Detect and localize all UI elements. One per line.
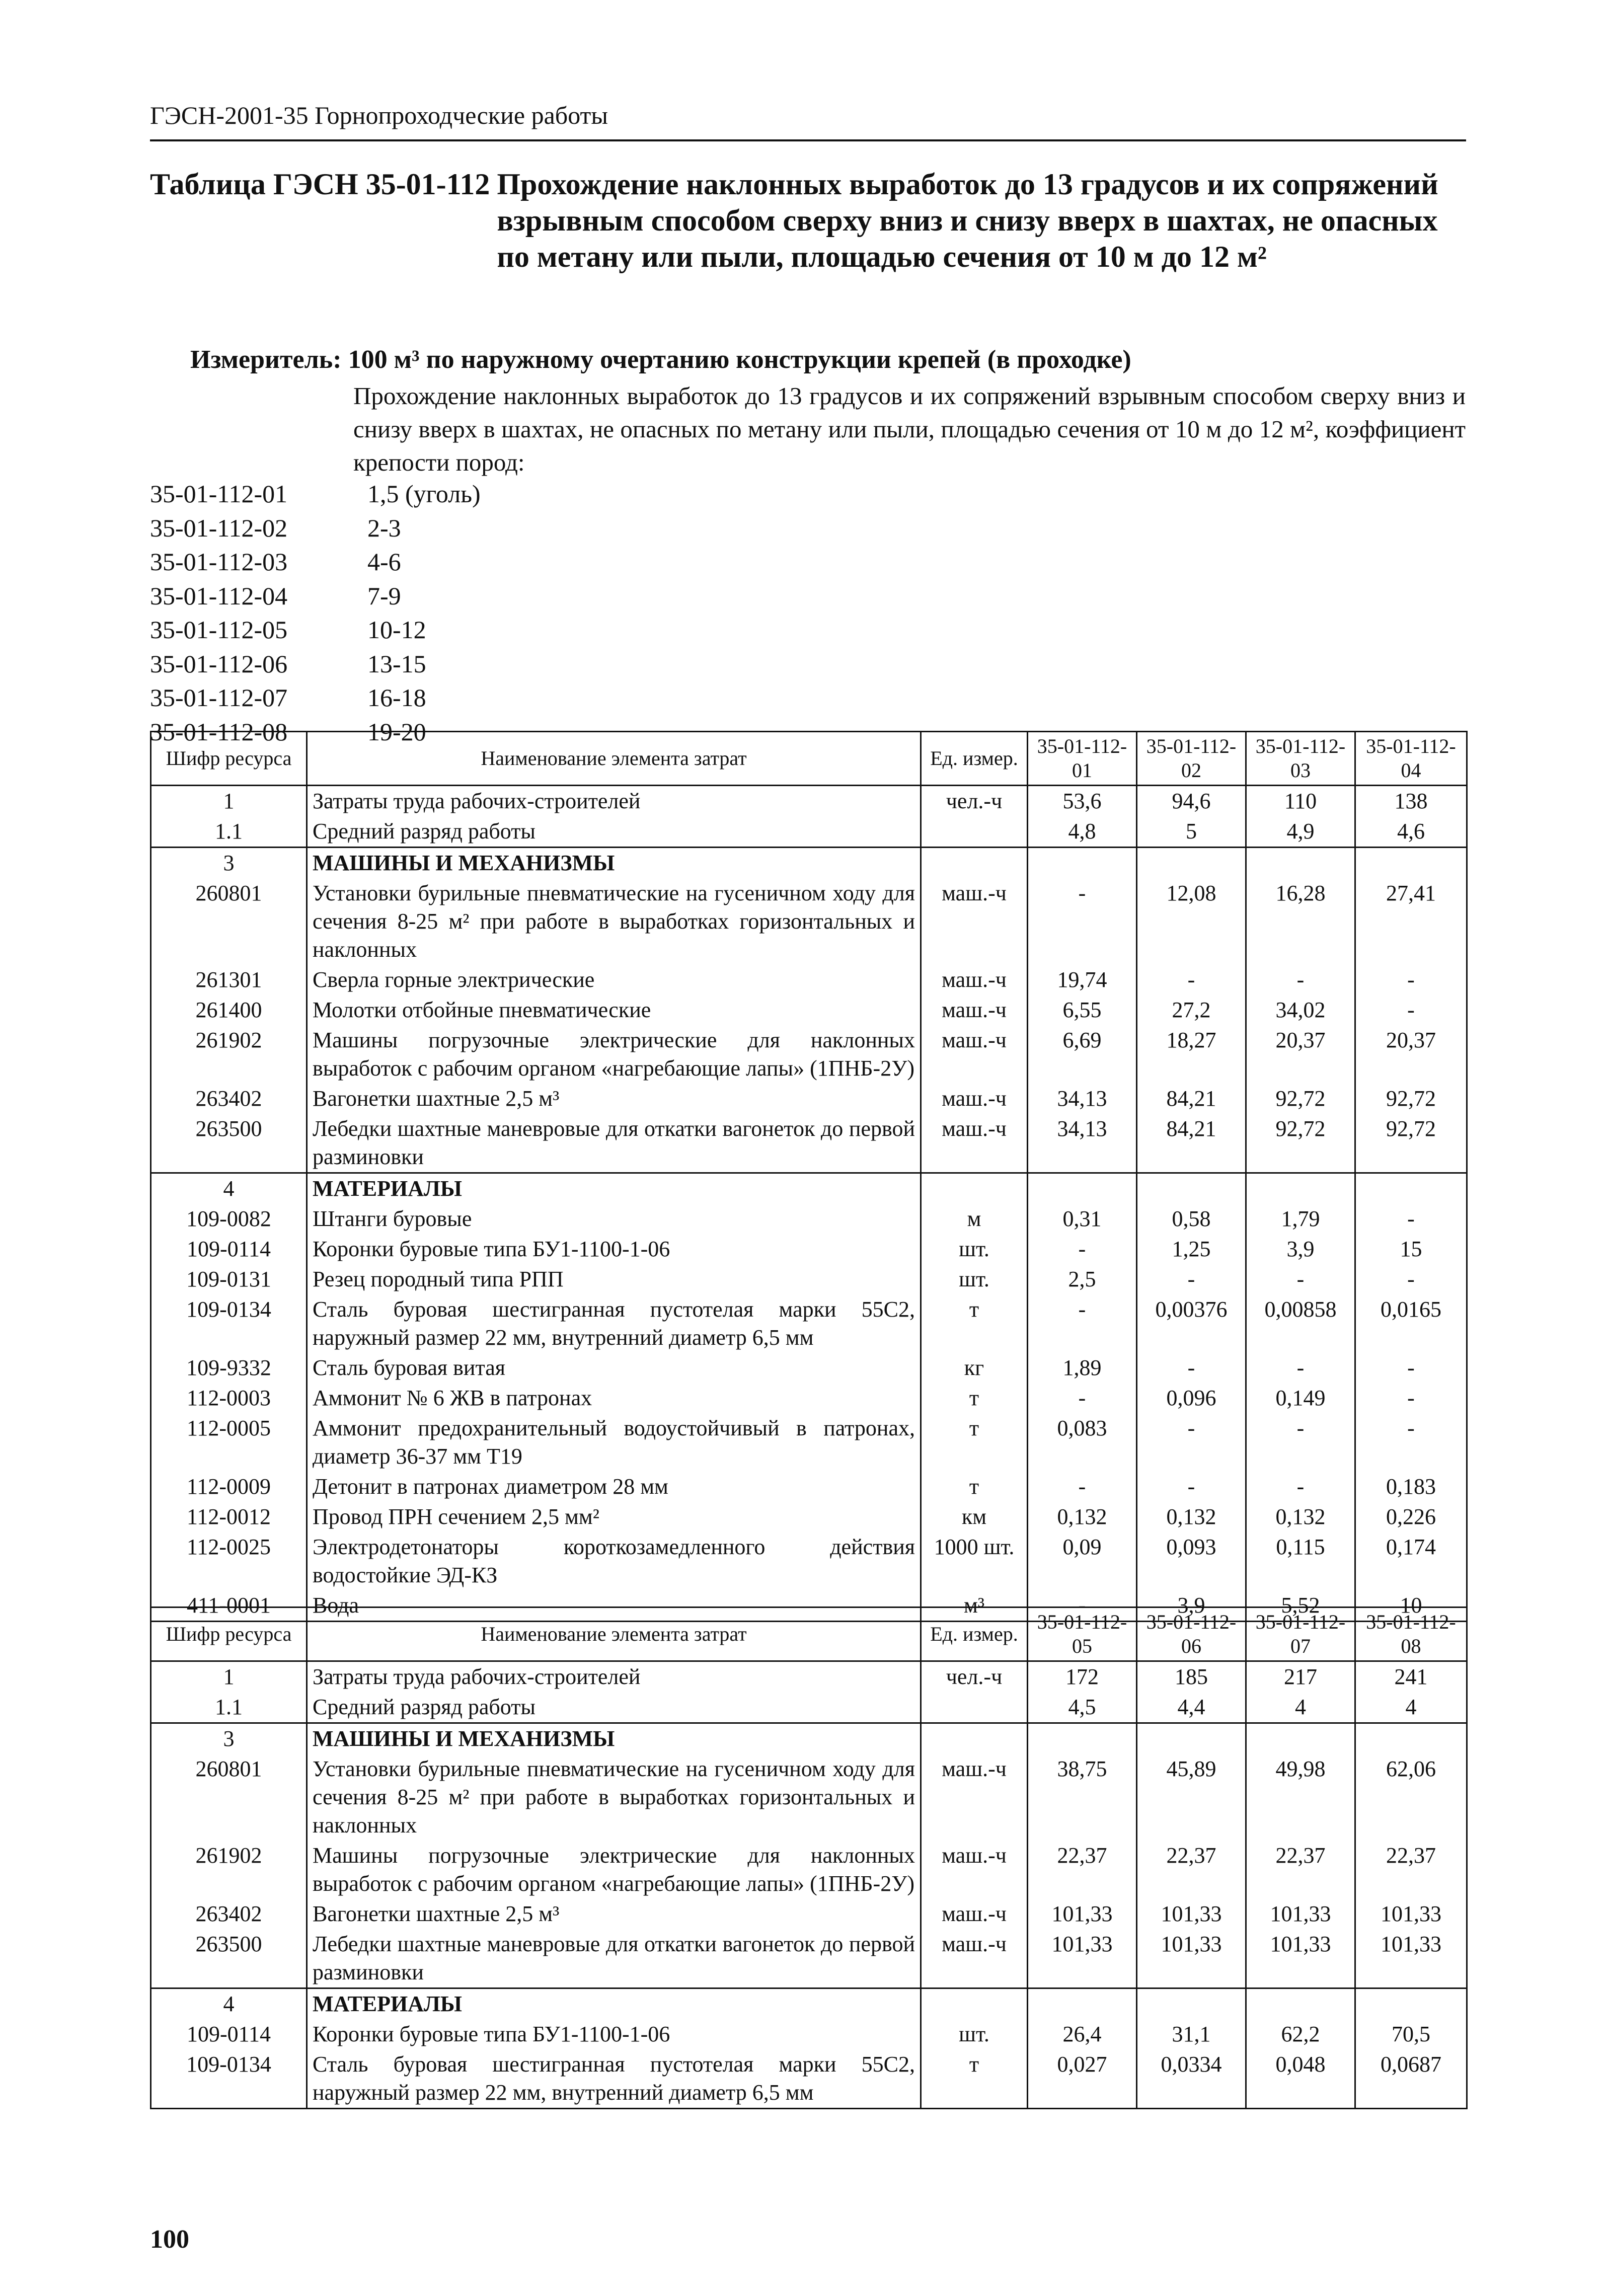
norm-value: 62,06 xyxy=(1355,1754,1467,1841)
cost-element-name: Сталь буровая шестигранная пустотелая марки 55С2, наружный размер 22 мм, внутренний диаметр 6,5 мм xyxy=(307,1294,921,1353)
norm-code: 35-01-112-01 xyxy=(150,480,288,508)
norm-code: 35-01-112-03 xyxy=(150,548,288,576)
norm-value: 241 xyxy=(1355,1661,1467,1693)
norm-value: 5 xyxy=(1137,816,1246,848)
norm-value: 22,37 xyxy=(1355,1841,1467,1899)
section-row xyxy=(151,1173,1467,1204)
norm-value: 62,2 xyxy=(1246,2019,1355,2049)
cost-element-name: Резец породный типа РПП xyxy=(307,1264,921,1294)
norm-value: 94,6 xyxy=(1137,786,1246,817)
table-row xyxy=(151,1841,1467,1899)
norm-value: 1,79 xyxy=(1246,1204,1355,1234)
norm-value: 0,132 xyxy=(1137,1502,1246,1532)
cost-element-name: Электродетонаторы короткозамедленного действия водостойкие ЭД-КЗ xyxy=(307,1532,921,1590)
norm-value: 0,0334 xyxy=(1137,2049,1246,2109)
norm-value: 84,21 xyxy=(1137,1084,1246,1114)
cost-element-name: Сталь буровая витая xyxy=(307,1353,921,1383)
resource-code: 261902 xyxy=(151,1025,307,1084)
unit: маш.-ч xyxy=(921,1754,1028,1841)
norm-code: 35-01-112-04 xyxy=(150,581,288,610)
cost-element-name: Коронки буровые типа БУ1-1100-1-06 xyxy=(307,1234,921,1264)
table-header-row xyxy=(151,732,1467,786)
norm-value xyxy=(1355,1173,1467,1204)
code-list-item xyxy=(150,579,481,614)
norm-value: 38,75 xyxy=(1028,1754,1137,1841)
cost-element-name: Штанги буровые xyxy=(307,1204,921,1234)
norm-value: - xyxy=(1028,878,1137,965)
norm-value: 0,00858 xyxy=(1246,1294,1355,1353)
table-row xyxy=(151,1532,1467,1590)
table-row xyxy=(151,1754,1467,1841)
norm-value: 0,096 xyxy=(1137,1383,1246,1413)
section-row xyxy=(151,848,1467,879)
header-norm-col: 35-01-112-06 xyxy=(1137,1608,1246,1661)
norm-value: 5,52 xyxy=(1246,1590,1355,1622)
norm-value: 92,72 xyxy=(1355,1114,1467,1173)
norm-code: 35-01-112-02 xyxy=(150,513,288,542)
norm-value: - xyxy=(1137,1413,1246,1472)
code-list-item xyxy=(150,613,481,647)
norm-value: - xyxy=(1246,1264,1355,1294)
table-row xyxy=(151,1114,1467,1173)
resource-code: 109-0134 xyxy=(151,1294,307,1353)
norm-value xyxy=(1028,848,1137,879)
norm-table-2 xyxy=(150,1606,1468,2109)
unit: чел.-ч xyxy=(921,786,1028,817)
resource-code: 112-0003 xyxy=(151,1383,307,1413)
norm-value xyxy=(1137,1988,1246,2020)
unit: т xyxy=(921,1383,1028,1413)
header-rule xyxy=(150,139,1466,141)
norm-value: 4,9 xyxy=(1246,816,1355,848)
resource-code: 4 xyxy=(151,1988,307,2020)
norm-value: 27,2 xyxy=(1137,995,1246,1025)
unit xyxy=(921,848,1028,879)
unit: маш.-ч xyxy=(921,1841,1028,1899)
unit: маш.-ч xyxy=(921,1929,1028,1988)
code-list-item xyxy=(150,647,481,681)
unit: маш.-ч xyxy=(921,1899,1028,1929)
norm-value: 22,37 xyxy=(1137,1841,1246,1899)
norm-value: - xyxy=(1028,1234,1137,1264)
code-list-item xyxy=(150,511,481,546)
table-row xyxy=(151,1204,1467,1234)
norm-value xyxy=(1246,1173,1355,1204)
norm-value: 0,083 xyxy=(1028,1413,1137,1472)
norm-value: 27,41 xyxy=(1355,878,1467,965)
norm-value: 18,27 xyxy=(1137,1025,1246,1084)
norm-value: 172 xyxy=(1028,1661,1137,1693)
norm-value: - xyxy=(1246,1472,1355,1502)
header-norm-col: 35-01-112-02 xyxy=(1137,732,1246,786)
table-row xyxy=(151,2049,1467,2109)
norm-value: 6,69 xyxy=(1028,1025,1137,1084)
norm-code: 35-01-112-05 xyxy=(150,616,288,644)
norm-value: 4 xyxy=(1355,1692,1467,1723)
table-row xyxy=(151,1472,1467,1502)
norm-code: 35-01-112-06 xyxy=(150,649,288,678)
norm-value xyxy=(1355,848,1467,879)
resource-code: 1.1 xyxy=(151,1692,307,1723)
norm-value: 0,048 xyxy=(1246,2049,1355,2109)
rock-hardness: 13-15 xyxy=(367,649,426,678)
norm-value: 0,115 xyxy=(1246,1532,1355,1590)
cost-element-name: Аммонит предохранительный водоустойчивый в патронах, диаметр 36-37 мм Т19 xyxy=(307,1413,921,1472)
table-title xyxy=(150,166,1469,275)
norm-value: 0,027 xyxy=(1028,2049,1137,2109)
norm-value: 101,33 xyxy=(1137,1929,1246,1988)
resource-code: 3 xyxy=(151,1723,307,1754)
norm-value: 10 xyxy=(1355,1590,1467,1622)
header-code: Шифр ресурса xyxy=(151,1608,307,1661)
norm-value: 6,55 xyxy=(1028,995,1137,1025)
header-code: Шифр ресурса xyxy=(151,732,307,786)
section-row xyxy=(151,1988,1467,2020)
cost-element-name: Вагонетки шахтные 2,5 м³ xyxy=(307,1084,921,1114)
unit: шт. xyxy=(921,1264,1028,1294)
table-row xyxy=(151,816,1467,848)
norm-value: 84,21 xyxy=(1137,1114,1246,1173)
header-unit: Ед. измер. xyxy=(921,732,1028,786)
unit: км xyxy=(921,1502,1028,1532)
norm-value: 92,72 xyxy=(1246,1114,1355,1173)
table-row xyxy=(151,1264,1467,1294)
intro-text: Прохождение наклонных выработок до 13 градусов и их сопряжений взрывным способом сверху вниз и снизу вверх в шахтах, не опасных по метану или пыли, площадью сечения от 10 м до 12 м², коэффициент крепости пород: xyxy=(353,382,1466,476)
norm-value: 101,33 xyxy=(1028,1929,1137,1988)
norm-value: 3,9 xyxy=(1137,1590,1246,1622)
norm-code: 35-01-112-07 xyxy=(150,683,288,712)
norm-value: - xyxy=(1355,1353,1467,1383)
resource-code: 112-0009 xyxy=(151,1472,307,1502)
resource-code: 260801 xyxy=(151,1754,307,1841)
unit xyxy=(921,1723,1028,1754)
norm-value: 1,25 xyxy=(1137,1234,1246,1264)
norm-value xyxy=(1137,848,1246,879)
unit xyxy=(921,1692,1028,1723)
table-row xyxy=(151,1661,1467,1693)
cost-element-name: Аммонит № 6 ЖВ в патронах xyxy=(307,1383,921,1413)
unit: маш.-ч xyxy=(921,1084,1028,1114)
norm-value: 49,98 xyxy=(1246,1754,1355,1841)
unit: т xyxy=(921,1413,1028,1472)
cost-element-name: Провод ПРН сечением 2,5 мм² xyxy=(307,1502,921,1532)
norm-value: 101,33 xyxy=(1355,1929,1467,1988)
unit: маш.-ч xyxy=(921,965,1028,995)
norm-value: 101,33 xyxy=(1028,1899,1137,1929)
resource-code: 3 xyxy=(151,848,307,879)
norm-value: 70,5 xyxy=(1355,2019,1467,2049)
cost-element-name: Вагонетки шахтные 2,5 м³ xyxy=(307,1899,921,1929)
norm-value: 0,149 xyxy=(1246,1383,1355,1413)
norm-value: 4 xyxy=(1246,1692,1355,1723)
norm-value: 101,33 xyxy=(1246,1899,1355,1929)
unit: шт. xyxy=(921,1234,1028,1264)
cost-element-name: Затраты труда рабочих-строителей xyxy=(307,786,921,817)
table-row xyxy=(151,1294,1467,1353)
resource-code: 1 xyxy=(151,786,307,817)
cost-element-name: Сталь буровая шестигранная пустотелая марки 55С2, наружный размер 22 мм, внутренний диаметр 6,5 мм xyxy=(307,2049,921,2109)
resource-code: 263500 xyxy=(151,1929,307,1988)
norm-value: 101,33 xyxy=(1137,1899,1246,1929)
norm-value: 53,6 xyxy=(1028,786,1137,817)
norm-value: 0,0165 xyxy=(1355,1294,1467,1353)
cost-element-name: Средний разряд работы xyxy=(307,1692,921,1723)
cost-element-name: Установки бурильные пневматические на гусеничном ходу для сечения 8-25 м² при работе в выработках горизонтальных и наклонных xyxy=(307,1754,921,1841)
cost-element-name: Установки бурильные пневматические на гусеничном ходу для сечения 8-25 м² при работе в выработках горизонтальных и наклонных xyxy=(307,878,921,965)
resource-code: 261400 xyxy=(151,995,307,1025)
norm-value: - xyxy=(1028,1294,1137,1353)
norm-value: - xyxy=(1137,1264,1246,1294)
norm-value: 0,09 xyxy=(1028,1532,1137,1590)
code-list-item xyxy=(150,545,481,579)
cost-element-name: Коронки буровые типа БУ1-1100-1-06 xyxy=(307,2019,921,2049)
cost-element-name: МАШИНЫ И МЕХАНИЗМЫ xyxy=(307,1723,921,1754)
norm-value: 0,31 xyxy=(1028,1204,1137,1234)
resource-code: 1 xyxy=(151,1661,307,1693)
norm-value: 0,132 xyxy=(1246,1502,1355,1532)
norm-value: 2,5 xyxy=(1028,1264,1137,1294)
header-name: Наименование элемента затрат xyxy=(307,732,921,786)
norm-value: 0,00376 xyxy=(1137,1294,1246,1353)
resource-code: 109-0114 xyxy=(151,1234,307,1264)
norm-value: 4,5 xyxy=(1028,1692,1137,1723)
table-row xyxy=(151,1692,1467,1723)
resource-code: 260801 xyxy=(151,878,307,965)
norm-value: 101,33 xyxy=(1355,1899,1467,1929)
resource-code: 263402 xyxy=(151,1899,307,1929)
norm-value xyxy=(1028,1988,1137,2020)
cost-element-name: Машины погрузочные электрические для наклонных выработок с рабочим органом «нагребающие лапы» (1ПНБ-2У) xyxy=(307,1841,921,1899)
norm-value: 185 xyxy=(1137,1661,1246,1693)
cost-element-name: Детонит в патронах диаметром 28 мм xyxy=(307,1472,921,1502)
resource-code: 109-0114 xyxy=(151,2019,307,2049)
running-head: ГЭСН-2001-35 Горнопроходческие работы xyxy=(150,101,608,129)
resource-code: 112-0005 xyxy=(151,1413,307,1472)
cost-element-name: Средний разряд работы xyxy=(307,816,921,848)
resource-code: 112-0025 xyxy=(151,1532,307,1590)
table-row xyxy=(151,1353,1467,1383)
norm-value: 26,4 xyxy=(1028,2019,1137,2049)
resource-code: 263500 xyxy=(151,1114,307,1173)
norm-value xyxy=(1355,1988,1467,2020)
norm-value: 110 xyxy=(1246,786,1355,817)
norm-table-1 xyxy=(150,731,1468,1622)
norm-value: 0,093 xyxy=(1137,1532,1246,1590)
norm-value: - xyxy=(1355,1204,1467,1234)
table-row xyxy=(151,1234,1467,1264)
header-name: Наименование элемента затрат xyxy=(307,1608,921,1661)
resource-code: 1.1 xyxy=(151,816,307,848)
resource-code: 4 xyxy=(151,1173,307,1204)
unit: м³ xyxy=(921,1590,1028,1622)
norm-value: 0,174 xyxy=(1355,1532,1467,1590)
norm-value: 217 xyxy=(1246,1661,1355,1693)
table-row xyxy=(151,995,1467,1025)
norm-code: 35-01-112-08 xyxy=(150,717,288,746)
norm-value: - xyxy=(1355,995,1467,1025)
norm-value xyxy=(1246,1723,1355,1754)
header-norm-col: 35-01-112-04 xyxy=(1355,732,1467,786)
cost-element-name: Вода xyxy=(307,1590,921,1622)
header-unit: Ед. измер. xyxy=(921,1608,1028,1661)
resource-code: 112-0012 xyxy=(151,1502,307,1532)
norm-value: - xyxy=(1355,965,1467,995)
norm-value: 4,8 xyxy=(1028,816,1137,848)
rock-hardness: 10-12 xyxy=(367,616,426,644)
cost-element-name: Молотки отбойные пневматические xyxy=(307,995,921,1025)
table-header-row xyxy=(151,1608,1467,1661)
resource-code: 109-0134 xyxy=(151,2049,307,2109)
unit: маш.-ч xyxy=(921,1114,1028,1173)
norm-value: - xyxy=(1246,1353,1355,1383)
header-norm-col: 35-01-112-08 xyxy=(1355,1608,1467,1661)
norm-value: 22,37 xyxy=(1028,1841,1137,1899)
table-row xyxy=(151,1502,1467,1532)
resource-code: 261301 xyxy=(151,965,307,995)
norm-value: 20,37 xyxy=(1355,1025,1467,1084)
norm-value: - xyxy=(1028,1383,1137,1413)
norm-value xyxy=(1028,1173,1137,1204)
title-text: Прохождение наклонных выработок до 13 градусов и их сопряжений взрывным способом сверху вниз и снизу вверх в шахтах, не опасных по метану или пыли, площадью сечения от 10 м до 12 м² xyxy=(497,168,1438,273)
norm-value: 34,13 xyxy=(1028,1114,1137,1173)
section-row xyxy=(151,1723,1467,1754)
table-row xyxy=(151,1413,1467,1472)
cost-element-name: Затраты труда рабочих-строителей xyxy=(307,1661,921,1693)
norm-value xyxy=(1355,1723,1467,1754)
norm-value: 16,28 xyxy=(1246,878,1355,965)
cost-element-name: МАШИНЫ И МЕХАНИЗМЫ xyxy=(307,848,921,879)
norm-value: 3,9 xyxy=(1246,1234,1355,1264)
norm-value: - xyxy=(1355,1413,1467,1472)
norm-value: - xyxy=(1355,1264,1467,1294)
code-list-item xyxy=(150,477,481,511)
table-row xyxy=(151,1899,1467,1929)
table-row xyxy=(151,1929,1467,1988)
norm-value: - xyxy=(1028,1590,1137,1622)
header-norm-col: 35-01-112-05 xyxy=(1028,1608,1137,1661)
norm-value: 20,37 xyxy=(1246,1025,1355,1084)
table-row xyxy=(151,786,1467,817)
unit xyxy=(921,1173,1028,1204)
norm-value: 0,226 xyxy=(1355,1502,1467,1532)
norm-value: 34,13 xyxy=(1028,1084,1137,1114)
table-row xyxy=(151,1025,1467,1084)
unit: т xyxy=(921,2049,1028,2109)
norm-value xyxy=(1137,1723,1246,1754)
resource-code: 411-0001 xyxy=(151,1590,307,1622)
header-norm-col: 35-01-112-03 xyxy=(1246,732,1355,786)
norm-value: - xyxy=(1137,965,1246,995)
header-norm-col: 35-01-112-07 xyxy=(1246,1608,1355,1661)
norm-value: 1,89 xyxy=(1028,1353,1137,1383)
code-list xyxy=(150,477,481,749)
unit xyxy=(921,816,1028,848)
norm-value: 138 xyxy=(1355,786,1467,817)
unit: т xyxy=(921,1294,1028,1353)
norm-value xyxy=(1137,1173,1246,1204)
unit: маш.-ч xyxy=(921,995,1028,1025)
norm-value: 92,72 xyxy=(1355,1084,1467,1114)
unit: шт. xyxy=(921,2019,1028,2049)
measurer: Измеритель: 100 м³ по наружному очертанию конструкции крепей (в проходке) xyxy=(190,345,1131,374)
norm-value: - xyxy=(1137,1472,1246,1502)
norm-value: 0,183 xyxy=(1355,1472,1467,1502)
resource-code: 109-0082 xyxy=(151,1204,307,1234)
table-row xyxy=(151,1084,1467,1114)
norm-value: 19,74 xyxy=(1028,965,1137,995)
norm-value: 92,72 xyxy=(1246,1084,1355,1114)
rock-hardness: 16-18 xyxy=(367,683,426,712)
norm-value: 45,89 xyxy=(1137,1754,1246,1841)
table-row xyxy=(151,965,1467,995)
unit: м xyxy=(921,1204,1028,1234)
resource-code: 109-0131 xyxy=(151,1264,307,1294)
norm-value: 4,4 xyxy=(1137,1692,1246,1723)
table-row xyxy=(151,878,1467,965)
norm-value: 101,33 xyxy=(1246,1929,1355,1988)
norm-value: - xyxy=(1246,965,1355,995)
unit: т xyxy=(921,1472,1028,1502)
header-norm-col: 35-01-112-01 xyxy=(1028,732,1137,786)
rock-hardness: 4-6 xyxy=(367,548,401,576)
unit: чел.-ч xyxy=(921,1661,1028,1693)
cost-element-name: Сверла горные электрические xyxy=(307,965,921,995)
unit: 1000 шт. xyxy=(921,1532,1028,1590)
title-label: Таблица ГЭСН 35-01-112 xyxy=(150,168,490,201)
rock-hardness: 1,5 (уголь) xyxy=(367,480,481,508)
resource-code: 109-9332 xyxy=(151,1353,307,1383)
code-list-item xyxy=(150,681,481,715)
norm-value: 4,6 xyxy=(1355,816,1467,848)
cost-element-name: МАТЕРИАЛЫ xyxy=(307,1173,921,1204)
norm-value: 34,02 xyxy=(1246,995,1355,1025)
cost-element-name: МАТЕРИАЛЫ xyxy=(307,1988,921,2020)
table-row xyxy=(151,2019,1467,2049)
norm-value: - xyxy=(1246,1413,1355,1472)
rock-hardness: 7-9 xyxy=(367,581,401,610)
norm-value: 12,08 xyxy=(1137,878,1246,965)
norm-value xyxy=(1028,1723,1137,1754)
unit: кг xyxy=(921,1353,1028,1383)
unit: маш.-ч xyxy=(921,878,1028,965)
rock-hardness: 19-20 xyxy=(367,717,426,746)
norm-value: 22,37 xyxy=(1246,1841,1355,1899)
unit xyxy=(921,1988,1028,2020)
norm-value: 15 xyxy=(1355,1234,1467,1264)
cost-element-name: Машины погрузочные электрические для наклонных выработок с рабочим органом «нагребающие лапы» (1ПНБ-2У) xyxy=(307,1025,921,1084)
resource-code: 263402 xyxy=(151,1084,307,1114)
page-number: 100 xyxy=(150,2225,189,2254)
norm-value: - xyxy=(1028,1472,1137,1502)
rock-hardness: 2-3 xyxy=(367,513,401,542)
norm-value: 0,132 xyxy=(1028,1502,1137,1532)
resource-code: 261902 xyxy=(151,1841,307,1899)
norm-value: - xyxy=(1137,1353,1246,1383)
norm-value: - xyxy=(1355,1383,1467,1413)
cost-element-name: Лебедки шахтные маневровые для откатки вагонеток до первой разминовки xyxy=(307,1929,921,1988)
norm-value xyxy=(1246,1988,1355,2020)
norm-value xyxy=(1246,848,1355,879)
norm-value: 31,1 xyxy=(1137,2019,1246,2049)
table-row xyxy=(151,1383,1467,1413)
unit: маш.-ч xyxy=(921,1025,1028,1084)
cost-element-name: Лебедки шахтные маневровые для откатки вагонеток до первой разминовки xyxy=(307,1114,921,1173)
norm-value: 0,58 xyxy=(1137,1204,1246,1234)
norm-value: 0,0687 xyxy=(1355,2049,1467,2109)
